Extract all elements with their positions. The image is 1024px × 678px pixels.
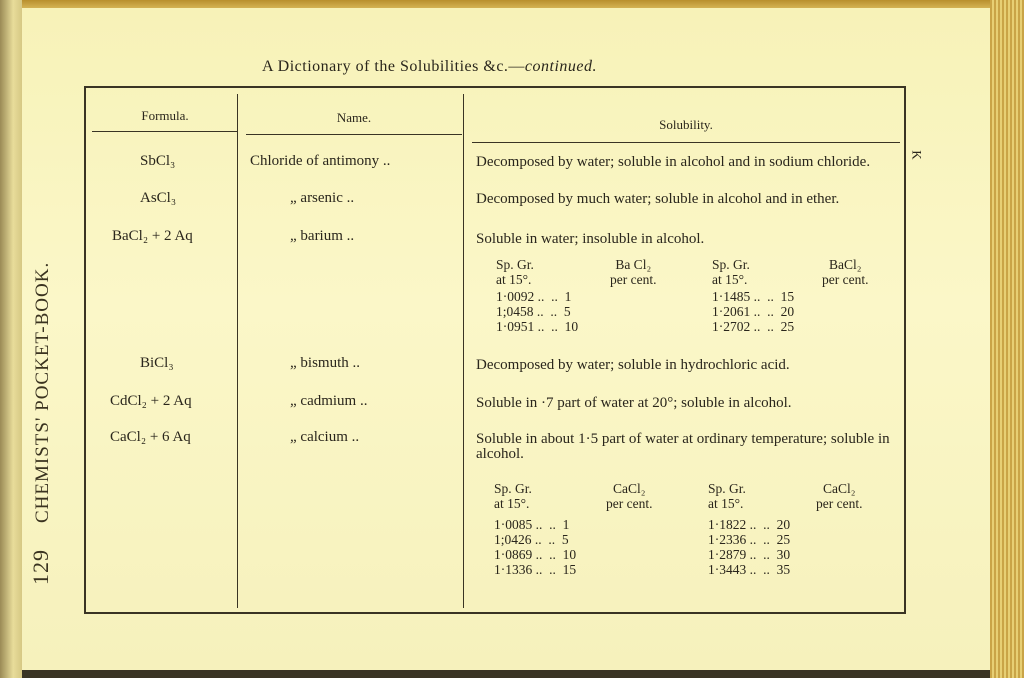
page-number: 129 — [28, 549, 53, 585]
name-cell: „ arsenic .. — [290, 190, 355, 206]
page-title — [262, 58, 597, 76]
solubility-cell: Soluble in about 1·5 part of water at ordinary temperature; soluble in alcohol. — [476, 431, 890, 462]
formula-cell: BaCl₂ + 2 Aq — [112, 228, 193, 244]
solubility-cell: Soluble in water; insoluble in alcohol. — [476, 231, 705, 247]
calcium-row-left: 1;0426 .. .. 5 — [494, 532, 569, 547]
name-cell: „ cadmium .. — [290, 393, 368, 409]
solubility-cell: Soluble in ·7 part of water at 20°; soluble in alcohol. — [476, 395, 792, 411]
formula-cell: CdCl₂ + 2 Aq — [110, 393, 192, 409]
barium-head-percent-2: BaCl₂ per cent. — [822, 257, 869, 287]
barium-row-left: 1·0092 .. .. 1 — [496, 289, 572, 304]
header-rule — [472, 142, 900, 143]
title-main: A Dictionary of the Solubilities &c.— — [262, 58, 525, 75]
barium-row-right: 1·2702 .. .. 25 — [712, 319, 795, 334]
name-cell: „ bismuth .. — [290, 355, 360, 371]
column-header-solubility: Solubility. — [659, 117, 713, 132]
calcium-row-right: 1·2879 .. .. 30 — [708, 547, 791, 562]
calcium-head-spgr-2: Sp. Gr. at 15°. — [708, 481, 746, 511]
book-title: CHEMISTS' POCKET-BOOK. — [32, 261, 53, 523]
signature-mark: K — [909, 150, 925, 160]
column-divider — [237, 94, 238, 608]
column-header-formula: Formula. — [141, 108, 189, 123]
page-edges — [990, 0, 1024, 678]
name-cell: „ calcium .. — [290, 429, 360, 445]
barium-head-percent: Ba Cl₂ per cent. — [610, 257, 657, 287]
calcium-row-right: 1·2336 .. .. 25 — [708, 532, 791, 547]
running-head — [28, 262, 54, 585]
title-continued: continued. — [524, 58, 598, 75]
calcium-row-right: 1·1822 .. .. 20 — [708, 517, 791, 532]
calcium-row-left: 1·0869 .. .. 10 — [494, 547, 577, 562]
solubility-cell: Decomposed by much water; soluble in alcohol and in ether. — [476, 191, 840, 207]
calcium-head-percent-2: CaCl₂ per cent. — [816, 481, 863, 511]
calcium-row-right: 1·3443 .. .. 35 — [708, 562, 791, 577]
barium-row-right: 1·1485 .. .. 15 — [712, 289, 795, 304]
solubility-cell: Decomposed by water; soluble in alcohol and in sodium chloride. — [476, 154, 871, 170]
header-rule — [92, 131, 238, 132]
header-rule — [246, 134, 462, 135]
calcium-row-left: 1·1336 .. .. 15 — [494, 562, 577, 577]
barium-head-spgr: Sp. Gr. at 15°. — [496, 257, 534, 287]
barium-row-left: 1·0951 .. .. 10 — [496, 319, 579, 334]
solubility-cell: Decomposed by water; soluble in hydrochloric acid. — [476, 357, 790, 373]
barium-row-left: 1;0458 .. .. 5 — [496, 304, 571, 319]
formula-cell: AsCl₃ — [140, 190, 177, 206]
barium-row-right: 1·2061 .. .. 20 — [712, 304, 795, 319]
name-cell: Chloride of antimony .. — [250, 153, 391, 169]
calcium-head-percent: CaCl₂ per cent. — [606, 481, 653, 511]
calcium-row-left: 1·0085 .. .. 1 — [494, 517, 570, 532]
formula-cell: SbCl₃ — [140, 153, 176, 169]
name-cell: „ barium .. — [290, 228, 355, 244]
formula-cell: BiCl₃ — [140, 355, 174, 371]
formula-cell: CaCl₂ + 6 Aq — [110, 429, 191, 445]
book-spine — [0, 0, 22, 678]
barium-head-spgr-2: Sp. Gr. at 15°. — [712, 257, 750, 287]
calcium-head-spgr: Sp. Gr. at 15°. — [494, 481, 532, 511]
column-header-name: Name. — [336, 110, 372, 125]
column-divider — [463, 94, 464, 608]
